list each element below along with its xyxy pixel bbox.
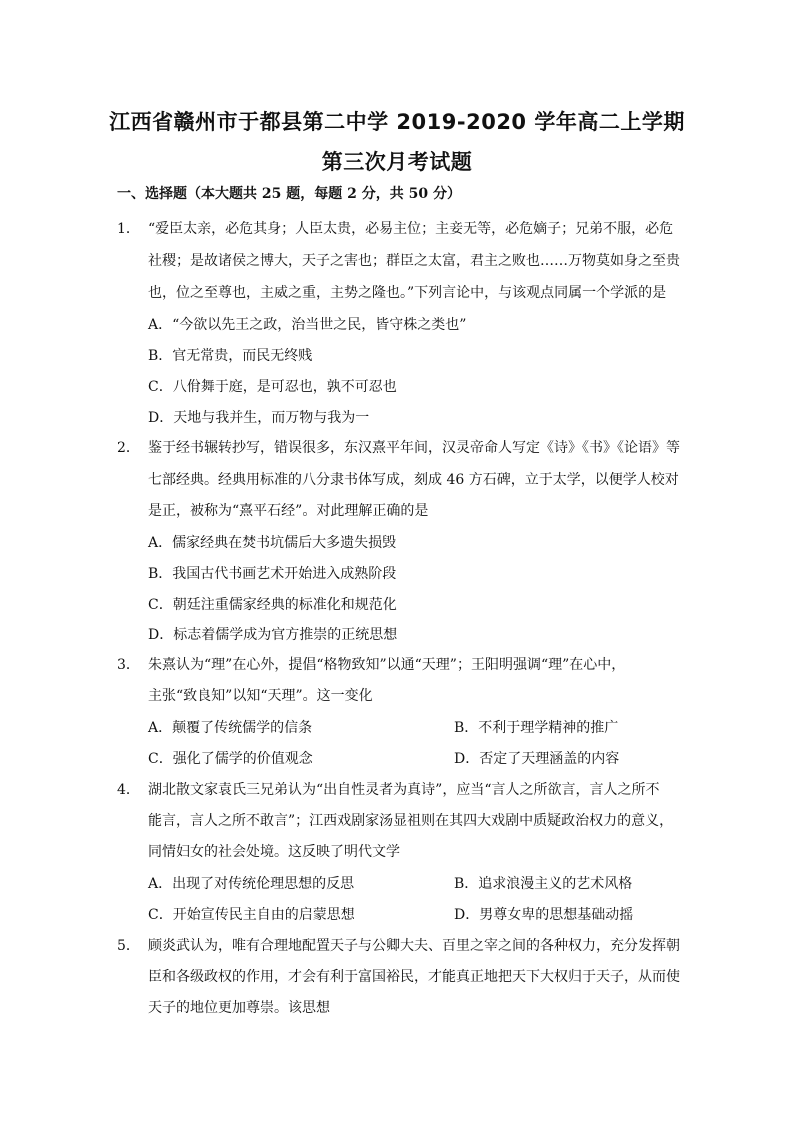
question-4-number: 4． [117,782,140,798]
question-3-option-d: D．否定了天理涵盖的内容 [454,751,620,767]
question-2-option-a: A．儒家经典在焚书坑儒后大多遗失损毁 [148,535,397,551]
question-3-number: 3． [117,657,140,673]
question-5-line: 臣和各级政权的作用，才会有利于富国裕民，才能真正地把天下大权归于天子，从而使 [148,969,680,985]
question-1-option-c: C．八佾舞于庭，是可忍也，孰不可忍也 [148,379,397,395]
question-1-line: 社稷；是故诸侯之博大，天子之害也；群臣之太富，君主之败也……万物莫如身之至贵 [148,253,680,269]
question-4-line: 同情妇女的社会处境。这反映了明代文学 [148,844,400,860]
question-5-line: 顾炎武认为，唯有合理地配置天子与公卿大夫、百里之宰之间的各种权力，充分发挥朝 [148,938,680,954]
question-1-line: 也，位之至尊也，主威之重，主势之隆也。”下列言论中，与该观点同属一个学派的是 [148,285,667,301]
question-2-line: 鉴于经书辗转抄写，错误很多，东汉熹平年间，汉灵帝命人写定《诗》《书》《论语》等 [148,440,680,456]
section-heading: 一、选择题（本大题共 25 题，每题 2 分，共 50 分） [117,186,461,202]
question-3-option-b: B．不利于理学精神的推广 [454,720,619,736]
question-3-option-a: A．颠覆了传统儒学的信条 [148,720,313,736]
question-2-number: 2． [117,440,140,456]
question-4-option-b: B．追求浪漫主义的艺术风格 [454,876,633,892]
question-2-option-c: C．朝廷注重儒家经典的标准化和规范化 [148,597,397,613]
question-1-option-a: A．“今欲以先王之政，治当世之民，皆守株之类也” [148,317,467,333]
question-4-line: 湖北散文家袁氏三兄弟认为“出自性灵者为真诗”，应当“言人之所欲言，言人之所不 [148,782,660,798]
question-4-line: 能言，言人之所不敢言”；江西戏剧家汤显祖则在其四大戏剧中质疑政治权力的意义， [148,813,674,829]
question-1-number: 1． [117,221,140,237]
question-3-line: 主张“致良知”以知“天理”。这一变化 [148,688,373,704]
question-4-option-d: D．男尊女卑的思想基础动摇 [454,907,634,923]
page-title: 江西省赣州市于都县第二中学 2019-2020 学年高二上学期 [109,110,685,134]
question-3-option-c: C．强化了儒学的价值观念 [148,751,313,767]
question-5-line: 天子的地位更加尊崇。该思想 [148,1000,330,1016]
question-1-option-d: D．天地与我并生，而万物与我为一 [148,410,370,426]
question-1-option-b: B．官无常贵，而民无终贱 [148,348,313,364]
question-5-number: 5． [117,938,140,954]
page-subtitle: 第三次月考试题 [321,150,473,174]
question-2-line: 七部经典。经典用标准的八分隶书体写成，刻成 46 方石碑，立于太学，以便学人校对 [148,472,679,488]
question-1-line: “爱臣太亲，必危其身；人臣太贵，必易主位；主妾无等，必危嫡子；兄弟不服，必危 [148,221,674,237]
question-2-option-b: B．我国古代书画艺术开始进入成熟阶段 [148,566,397,582]
question-3-line: 朱熹认为“理”在心外，提倡“格物致知”以通“天理”；王阳明强调“理”在心中， [148,657,626,673]
question-4-option-c: C．开始宣传民主自由的启蒙思想 [148,907,355,923]
question-4-option-a: A．出现了对传统伦理思想的反思 [148,876,355,892]
question-2-line: 是正，被称为“熹平石经”。对此理解正确的是 [148,503,429,519]
question-2-option-d: D．标志着儒学成为官方推崇的正统思想 [148,627,398,643]
